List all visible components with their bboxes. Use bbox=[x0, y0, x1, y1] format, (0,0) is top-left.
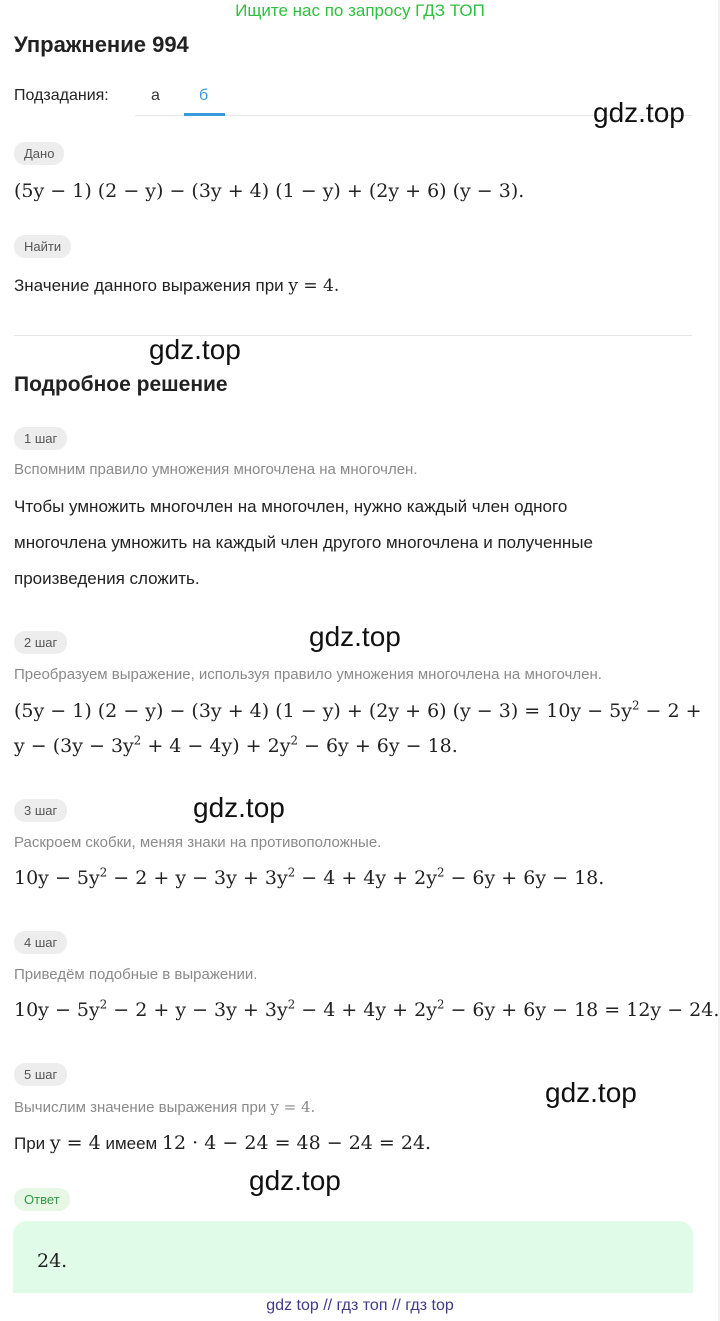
step-3-math-part: − 2 + y − 3y + 3y bbox=[107, 867, 288, 889]
step-4-math-part: − 4 + 4y + 2y bbox=[295, 999, 437, 1021]
exponent: 2 bbox=[99, 865, 108, 880]
step-1-text-line: произведения сложить. bbox=[14, 569, 200, 588]
step-5-result-mid: имеем bbox=[100, 1134, 162, 1153]
step-2-math-part: y − (3y − 3y bbox=[14, 735, 134, 757]
active-tab-indicator bbox=[184, 113, 225, 116]
exponent: 2 bbox=[436, 865, 445, 880]
step-2-math-line-2 bbox=[14, 735, 458, 757]
step-2-badge: 2 шаг bbox=[14, 631, 67, 654]
search-banner[interactable]: Ищите нас по запросу ГДЗ ТОП bbox=[235, 1, 485, 20]
step-3-badge: 3 шаг bbox=[14, 799, 67, 822]
given-expression: (5y − 1) (2 − y) − (3y + 4) (1 − y) + (2y + 6) (y − 3). bbox=[14, 180, 525, 202]
subtasks-label: Подзадания: bbox=[14, 87, 109, 104]
step-5-result-condition: y = 4 bbox=[49, 1132, 101, 1154]
exponent: 2 bbox=[99, 997, 108, 1012]
step-4-math bbox=[14, 999, 719, 1021]
footer-links[interactable]: gdz top // гдз топ // гдз top bbox=[266, 1297, 454, 1314]
step-1-text-line: Чтобы умножить многочлен на многочлен, нужно каждый член одного bbox=[14, 497, 568, 516]
answer-box bbox=[13, 1221, 693, 1293]
step-2-math-part: − 6y + 6y − 18. bbox=[297, 735, 458, 757]
tab-a[interactable]: а bbox=[151, 87, 160, 104]
step-1-text-line: многочлена умножить на каждый член другого многочлена и полученные bbox=[14, 533, 593, 552]
step-5-hint bbox=[14, 1098, 315, 1116]
watermark: gdz.top bbox=[545, 1077, 637, 1108]
step-5-badge: 5 шаг bbox=[14, 1063, 67, 1086]
step-5-result bbox=[14, 1132, 431, 1154]
step-2-math-part: − 2 + bbox=[639, 700, 702, 722]
watermark: gdz.top bbox=[249, 1165, 341, 1196]
step-3-math-part: − 6y + 6y − 18. bbox=[444, 867, 605, 889]
watermark: gdz.top bbox=[193, 792, 285, 823]
step-2-math-line-1 bbox=[14, 700, 702, 722]
step-2-math-part: + 4 − 4y) + 2y bbox=[141, 735, 291, 757]
step-4-math-part: 10y − 5y bbox=[14, 999, 100, 1021]
tab-b[interactable]: б bbox=[199, 87, 209, 104]
find-text-prefix: Значение данного выражения при bbox=[14, 276, 289, 295]
step-5-hint-math: y = 4. bbox=[270, 1098, 316, 1116]
step-3-hint: Раскроем скобки, меняя знаки на противоположные. bbox=[14, 834, 382, 851]
exponent: 2 bbox=[436, 997, 445, 1012]
find-badge: Найти bbox=[14, 235, 71, 258]
step-2-math-part: (5y − 1) (2 − y) − (3y + 4) (1 − y) + (2y + 6) (y − 3) = 10y − 5y bbox=[14, 700, 632, 722]
step-3-math-part: − 4 + 4y + 2y bbox=[295, 867, 437, 889]
step-4-math-part: − 2 + y − 3y + 3y bbox=[107, 999, 288, 1021]
exponent: 2 bbox=[133, 733, 142, 748]
step-4-hint: Приведём подобные в выражении. bbox=[14, 966, 258, 983]
exponent: 2 bbox=[290, 733, 298, 748]
step-4-math-part: − 6y + 6y − 18 = 12y − 24. bbox=[444, 999, 720, 1021]
given-badge: Дано bbox=[14, 142, 64, 165]
exponent: 2 bbox=[287, 997, 296, 1012]
watermark: gdz.top bbox=[149, 334, 241, 365]
solution-title: Подробное решение bbox=[14, 373, 228, 396]
step-5-result-calc: 12 · 4 − 24 = 48 − 24 = 24. bbox=[161, 1132, 432, 1154]
step-1-hint: Вспомним правило умножения многочлена на многочлен. bbox=[14, 461, 418, 478]
watermark: gdz.top bbox=[309, 621, 401, 652]
step-2-hint: Преобразуем выражение, используя правило умножения многочлена на многочлен. bbox=[14, 666, 602, 683]
step-1-badge: 1 шаг bbox=[14, 427, 67, 450]
step-3-math bbox=[14, 867, 604, 889]
find-condition: y = 4. bbox=[288, 276, 340, 296]
step-5-result-prefix: При bbox=[14, 1134, 50, 1153]
page-title: Упражнение 994 bbox=[14, 32, 189, 57]
exponent: 2 bbox=[287, 865, 296, 880]
section-divider bbox=[14, 335, 692, 336]
step-5-hint-prefix: Вычислим значение выражения при bbox=[14, 1099, 271, 1116]
watermark: gdz.top bbox=[593, 97, 685, 128]
step-4-badge: 4 шаг bbox=[14, 931, 67, 954]
find-text bbox=[14, 276, 339, 296]
answer-badge: Ответ bbox=[14, 1188, 70, 1211]
step-3-math-part: 10y − 5y bbox=[14, 867, 100, 889]
exponent: 2 bbox=[632, 698, 640, 713]
answer-value: 24. bbox=[37, 1250, 68, 1272]
